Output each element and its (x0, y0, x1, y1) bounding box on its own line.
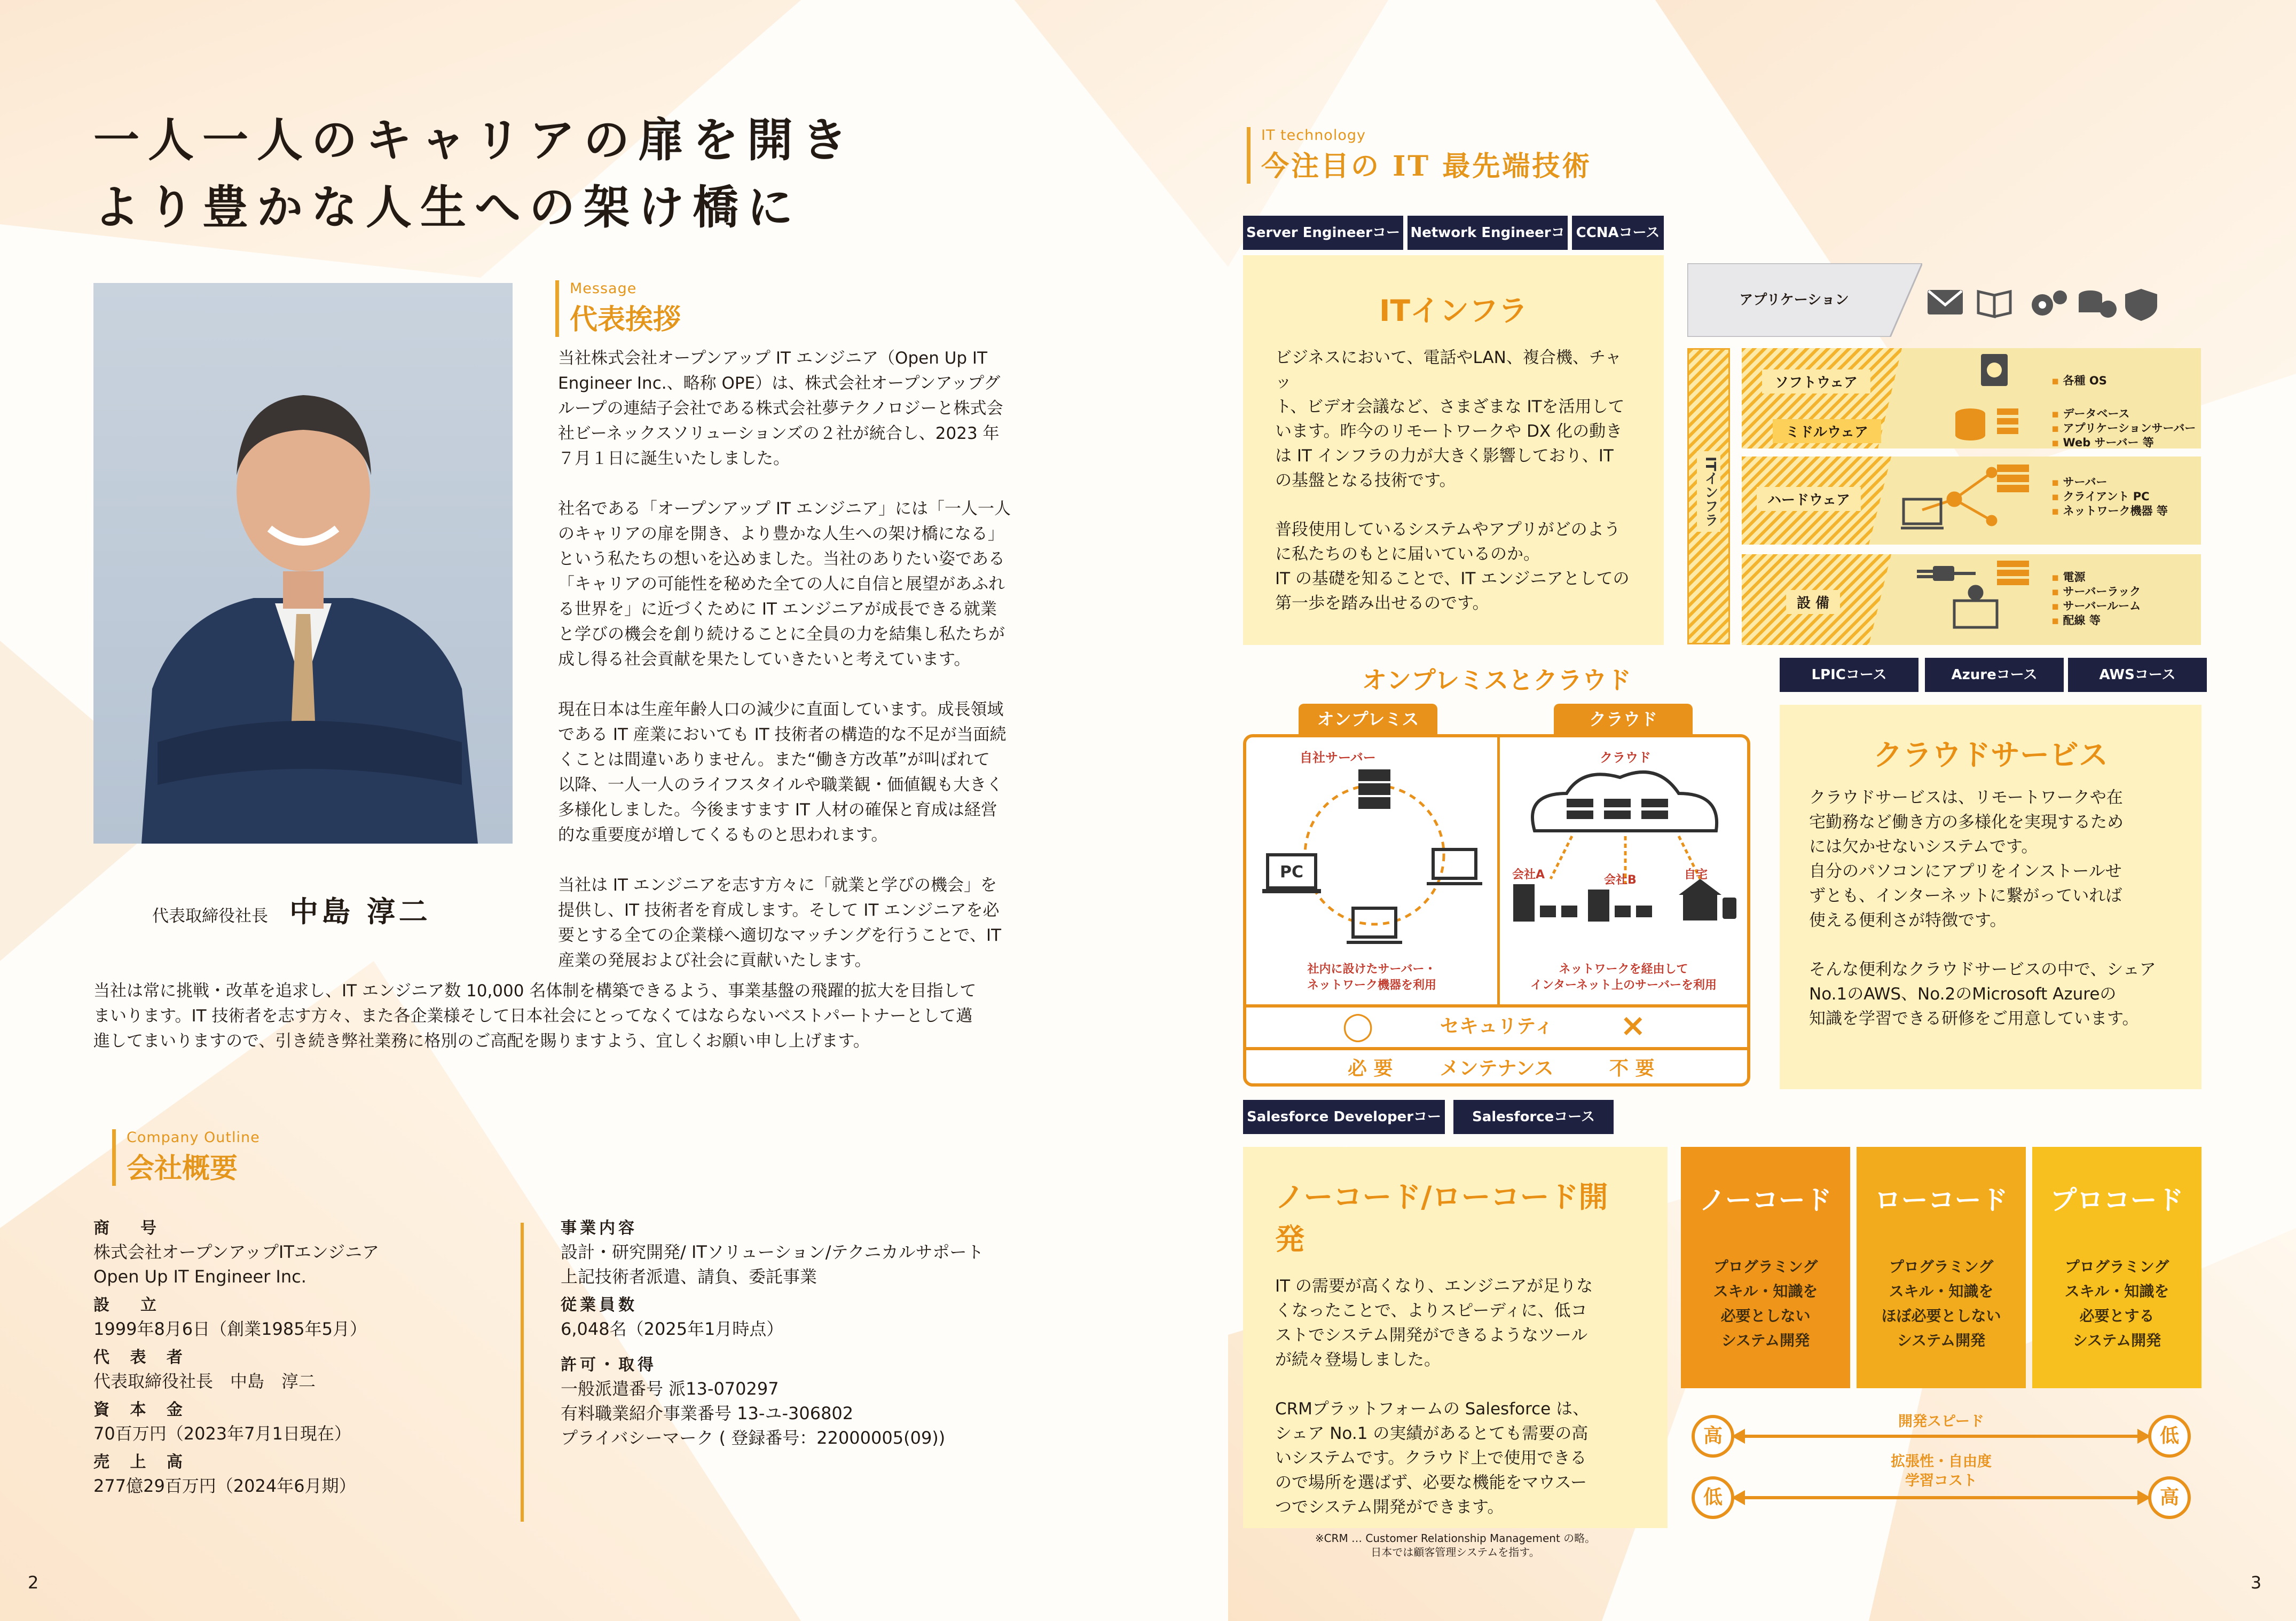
message-label-en: Message (570, 280, 637, 297)
scale-bottom-label: 拡張性・自由度 学習コスト (1891, 1453, 1992, 1489)
headline-line2: より豊かな人生への架け橋に (93, 180, 801, 234)
outline-title: 会社概要 (127, 1152, 238, 1185)
maintenance-need: 必 要 (1348, 1058, 1393, 1080)
scale-arrows (1681, 1399, 2201, 1532)
company-a-label: 会社A (1512, 868, 1545, 882)
message-title: 代表挨拶 (570, 303, 681, 336)
ceo-signature (152, 889, 431, 930)
ceo-name: 中島 淳二 (289, 894, 431, 928)
ceo-portrait-illustration (93, 283, 513, 844)
message-body (558, 346, 1055, 998)
stack-facility-items: ▪ 電源 ▪ サーバーラック ▪ サーバールーム ▪ 配線 等 (2051, 571, 2141, 627)
onprem-title: オンプレミスとクラウド (1362, 666, 1632, 695)
own-server-label: 自社サーバー (1300, 750, 1376, 765)
application-icons (1928, 284, 2237, 321)
course-tag-server[interactable]: Server Engineerコー (1243, 216, 1403, 250)
nocode-title: ノーコード/ローコード開発 (1275, 1180, 1608, 1256)
infra-text-b: 普段使用しているシステムやアプリがどのよう に私たちのもとに届いているのか。 IT の基礎を知ることで、IT エンジニアとしての 第一歩を踏み出せるのです。 (1275, 520, 1630, 613)
cloud-tab: クラウド (1554, 704, 1693, 735)
scale-high-1: 高 (1692, 1415, 1734, 1458)
server-stack-icon (1997, 408, 2018, 434)
onprem-illustration (1257, 764, 1492, 956)
cloud-text-a: クラウドサービスは、リモートワークや在 宅勤務など働き方の多様化を実現するため には欠かせないシステムです。 自分のパソコンにアプリをインストールせ ずとも、インターネットに繋がっていれば 使える便利さが特徴です。 (1809, 788, 2124, 930)
ceo-photo (93, 283, 513, 844)
office-building-icon (1513, 884, 1577, 922)
onprem-caption: 社内に設けたサーバー・ ネットワーク機器を利用 (1307, 963, 1436, 992)
infra-text-a: ビジネスにおいて、電話やLAN、複合機、チャッ ト、ビデオ会議など、さまざまな ITを活用して います。昨今のリモートワークや DX 化の動き は IT インフラの力が大きく影響しており、IT の基盤となる技術です。 (1275, 348, 1625, 490)
outline-right-column (561, 1217, 1073, 1455)
home-icon (1679, 879, 1736, 920)
server-icon (1358, 769, 1390, 809)
ceo-role: 代表取締役社長 (152, 907, 268, 926)
security-circle-mark: ◯ (1342, 1010, 1374, 1042)
message-paragraph-1: 当社株式会社オープンアップ IT エンジニア（Open Up IT Engineer Inc.、略称 OPE）は、株式会社オープンアップグ ループの連結子会社である株式会社夢テクノロジーと株式会 社ビーネックスソリューションズの２社が統合し、2023 年 ７月１日に誕生いたしました。 (558, 349, 1003, 468)
stack-software-items: ▪ 各種 OS (2051, 374, 2107, 387)
nocode-text-b: CRMプラットフォームの Salesforce は、 シェア No.1 の実績があるとても需要の高 いシステムです。クラウド上で使用できる ので場所を選ばず、必要な機能をマウスー つでシステム開発ができます。 (1275, 1399, 1590, 1517)
course-tag-azure[interactable]: Azureコース (1925, 658, 2064, 692)
maintenance-no-need: 不 要 (1609, 1058, 1655, 1080)
wiring-icon (1954, 586, 1997, 627)
server-rack-icon (1997, 465, 2029, 492)
pc-text: PC (1279, 863, 1304, 882)
card-no-code: ノーコード プログラミング スキル・知識を 必要としない システム開発 (1681, 1147, 1850, 1388)
message-heading (555, 280, 681, 337)
outline-item-trade-name: 商 号 株式会社オープンアップITエンジニア Open Up IT Engineer Inc. (93, 1219, 380, 1287)
course-tag-salesforce[interactable]: Salesforceコース (1453, 1100, 1614, 1134)
course-tag-lpic[interactable]: LPICコース (1780, 658, 1918, 692)
card-low-code: ローコード プログラミング スキル・知識を ほぼ必要としない システム開発 (1857, 1147, 2026, 1388)
outline-item-employees: 従業員数 6,048名（2025年1月時点） (561, 1296, 784, 1339)
outline-item-business: 事業内容 設計・研究開発/ ITソリューション/テクニカルサポート 上記技術者派遣、請負、委託事業 (561, 1219, 984, 1287)
card-pro-code: プロコード プログラミング スキル・知識を 必要とする システム開発 (2032, 1147, 2201, 1388)
headline-line1: 一人一人のキャリアの扉を開き (93, 113, 856, 167)
scale-low-1: 低 (2148, 1415, 2191, 1458)
database-icon (1955, 408, 1985, 440)
message-paragraph-2: 社名である「オープンアップ IT エンジニア」には「一人一人 のキャリアの扉を開き、より豊かな人生への架け橋になる」 という私たちの想いを込めました。当社のありたい姿である 「キャリアの可能性を秘めた全ての人に自信と展望があふれ る世界を」に近づくために IT エンジニアが成長できる就業 と学びの機会を創り続けることに全員の力を結集し私たちが 成し得る社会貢献を果たしていきたいと考えています。 (558, 499, 1011, 669)
outline-item-licenses: 許可・取得 一般派遣番号 派13-070297 有料職業紹介事業番号 13-ユ-306802 プライバシーマーク ( 登録番号：22000005(09)) (561, 1356, 946, 1448)
office-building-b-icon (1588, 890, 1652, 922)
page-number-right: 3 (2251, 1572, 2262, 1593)
security-label: セキュリティ (1440, 1016, 1554, 1037)
stack-layer-middleware: ミドルウェア (1773, 419, 1881, 443)
stack-layer-hardware-label: ハードウェア (1757, 487, 1861, 511)
shield-icon (2125, 289, 2157, 321)
onprem-cloud-diagram (1243, 734, 1750, 1087)
network-node-icon (1922, 468, 1996, 525)
cloud-text-b: そんな便利なクラウドサービスの中で、シェア No.1のAWS、No.2のMicrosoft Azureの 知識を学習できる研修をご用意しています。 (1809, 960, 2156, 1028)
outline-heading (112, 1129, 260, 1186)
rack-icon (1997, 561, 2029, 585)
plug-icon (1917, 566, 1976, 581)
security-cross-mark: × (1620, 1007, 1646, 1043)
outline-item-capital: 資 本 金 70百万円（2023年7月1日現在） (93, 1400, 351, 1444)
stack-vertical-bar (1687, 348, 1730, 644)
headline (93, 107, 856, 241)
message-paragraph-3: 現在日本は生産年齢人口の減少に直面しています。成長領域 である IT 産業においても IT 技術者の構造的な不足が当面続 くことは間違いありません。また“働き方改革”が叫ばれて 以降、一人一人のライフスタイルや職業観・価値観も大きく 多様化しました。今後ますます IT 人材の確保と育成は経営 的な重要度が増してくるものと思われます。 (558, 700, 1007, 845)
outline-label-en: Company Outline (127, 1129, 260, 1146)
home-label: 自宅 (1684, 868, 1708, 882)
outline-divider (521, 1223, 524, 1522)
infra-title: ITインフラ (1379, 294, 1528, 328)
maintenance-label: メンテナンス (1440, 1058, 1554, 1080)
mail-icon (1928, 290, 1963, 314)
cloud-box (1780, 705, 2201, 1089)
scale-low-2: 低 (1692, 1476, 1734, 1519)
stack-vertical-label: ITインフラ (1697, 451, 1720, 532)
tech-label-en: IT technology (1261, 127, 1366, 144)
pc-icon (1262, 855, 1321, 893)
course-tag-network[interactable]: Network Engineerコ (1408, 216, 1568, 250)
tech-title: 今注目の IT 最先端技術 (1261, 150, 1592, 183)
outline-left-column (93, 1217, 510, 1504)
outline-item-representative: 代 表 者 代表取締役社長 中島 淳二 (93, 1348, 316, 1391)
cloud-caption: ネットワークを経由して インターネット上のサーバーを利用 (1530, 963, 1717, 992)
message-paragraph-4: 当社は IT エンジニアを志す方々に「就業と学びの機会」を 提供し、IT 技術者を育成します。そして IT エンジニアを必 要とする全ての企業様へ適切なマッチングを行うことで、IT 産業の発展および社会に貢献いたします。 (558, 876, 1002, 970)
stack-hardware-items: ▪ サーバー ▪ クライアント PC ▪ ネットワーク機器 等 (2051, 476, 2168, 517)
outline-item-founded: 設 立 1999年8月6日（創業1985年5月） (93, 1296, 367, 1339)
nocode-note: ※CRM … Customer Relationship Management の略。 日本では顧客管理システムを指す。 (1315, 1532, 1596, 1559)
stack-application-row (1687, 263, 2237, 337)
scale-top-label: 開発スピード (1898, 1413, 1984, 1430)
course-tag-ccna[interactable]: CCNAコース (1572, 216, 1664, 250)
cloud-label: クラウド (1600, 750, 1651, 765)
scale-high-2: 高 (2148, 1476, 2191, 1519)
stack-layer-software: ソフトウェア (1762, 369, 1870, 394)
nocode-text-a: IT の需要が高くなり、エンジニアが足りな くなったことで、よりスピーディに、低コ ストでシステム開発ができるようなツール が続々登場しました。 (1275, 1277, 1593, 1370)
course-tag-aws[interactable]: AWSコース (2068, 658, 2207, 692)
stack-layer-facility-label: 設 備 (1786, 590, 1840, 614)
coin-icon (2079, 290, 2117, 318)
stack-application-label: アプリケーション (1739, 292, 1849, 308)
infra-box (1243, 255, 1664, 645)
disk-icon (1981, 354, 2008, 386)
stack-middleware-items: ▪ データベース ▪ アプリケーションサーバー ▪ Web サーバー 等 (2051, 407, 2196, 449)
gear-icon (2032, 290, 2067, 316)
book-icon (1978, 292, 2010, 317)
company-b-label: 会社B (1604, 874, 1637, 887)
cloud-title: クラウドサービス (1873, 738, 2108, 772)
course-tag-salesforce-developer[interactable]: Salesforce Developerコー (1243, 1100, 1445, 1134)
page-number-left: 2 (28, 1572, 39, 1593)
tech-heading (1247, 127, 1592, 184)
laptop-icon (1427, 849, 1482, 884)
nocode-box (1243, 1147, 1668, 1559)
outline-item-sales: 売 上 高 277億29百万円（2024年6月期） (93, 1453, 356, 1496)
onprem-tab: オンプレミス (1299, 704, 1437, 735)
message-closing: 当社は常に挑戦・改革を追求し、IT エンジニア数 10,000 名体制を構築できるよう、事業基盤の飛躍的拡大を目指して まいります。IT 技術者を志す方々、また各企業様そして日本社会にとってなくてはならないベストパートナーとして邁 進してまいりますので、引き続き弊社業務に格別のご高配を賜りますよう、宜しくお願い申し上げます。 (93, 981, 977, 1051)
